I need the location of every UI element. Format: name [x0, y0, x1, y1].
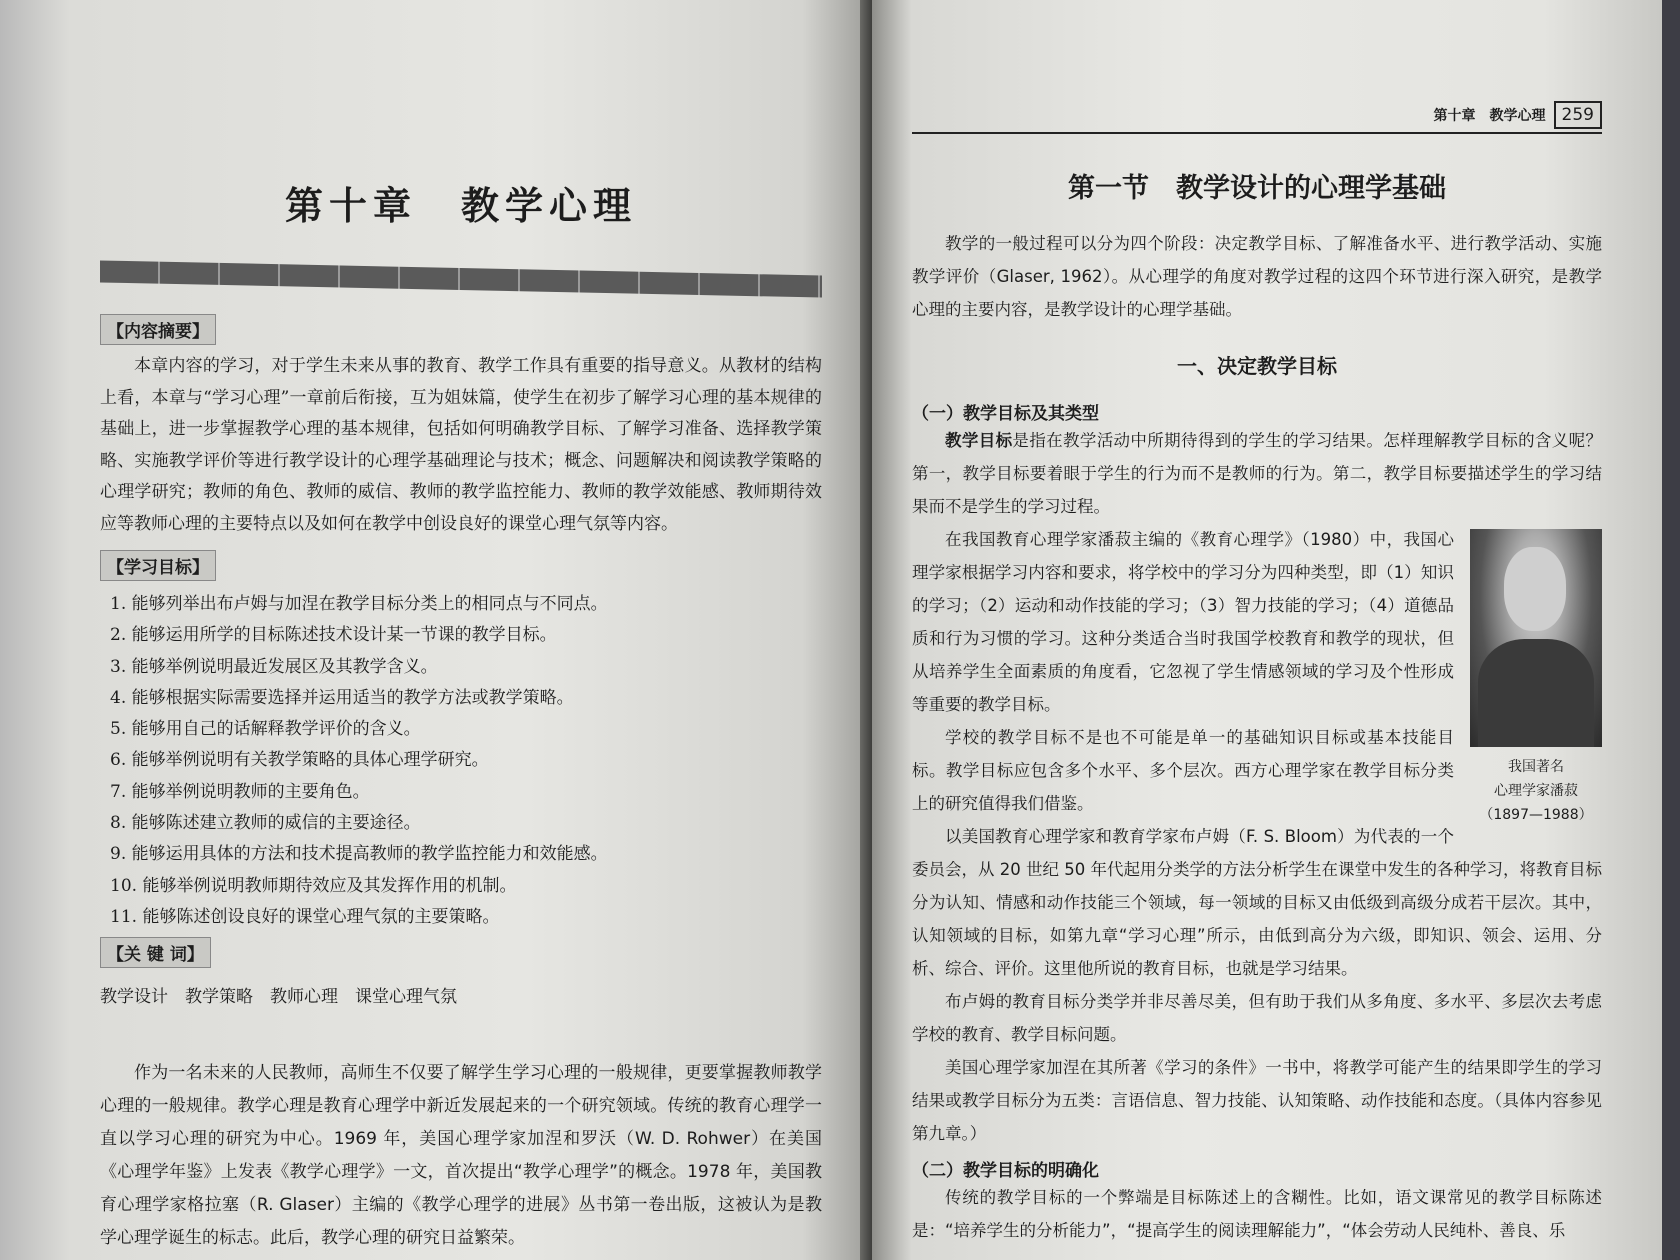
- goal-item: 4. 能够根据实际需要选择并运用适当的教学方法或教学策略。: [110, 687, 574, 708]
- goal-item: 11. 能够陈述创设良好的课堂心理气氛的主要策略。: [110, 906, 500, 927]
- portrait-body-shape: [1478, 639, 1594, 747]
- portrait-photo: [1470, 529, 1602, 747]
- section-title: 第一节 教学设计的心理学基础: [1068, 173, 1446, 204]
- intro-text: 作为一名未来的人民教师，高师生不仅要了解学生学习心理的一般规律，更要掌握教师教学心理的一般规律。教学心理是教育心理学中新近发展起来的一个研究领域。传统的教育心理学一直以学习心理的研究为中心。1969 年，美国心理学家加涅和罗沃（W. D. Rohwer）在美国《心理学年鉴》上发表《教学心理学》一文，首次提出“教学心理学”的概念。1978 年，美国教育心理学家格拉塞（R. Glaser）主编的《教学心理学的进展》丛书第一卷出版，这被认为是教学心理学诞生的标志。此后，教学心理的研究日益繁荣。: [100, 1063, 822, 1249]
- running-head: [912, 98, 1602, 134]
- caption-line: 我国著名: [1508, 759, 1564, 775]
- heading-level-3: （一）教学目标及其类型: [912, 404, 1099, 424]
- term-highlight: 教学目标: [945, 431, 1013, 450]
- paragraph: 布卢姆的教育目标分类学并非尽善尽美，但有助于我们从多角度、多水平、多层次去考虑学校的教育、教学目标问题。: [912, 992, 1602, 1044]
- portrait-figure: [1470, 529, 1602, 827]
- paragraph: 传统的教学目标的一个弊端是目标陈述上的含糊性。比如，语文课常见的教学目标陈述是：“培养学生的分析能力”，“提高学生的阅读理解能力”，“体会劳动人民纯朴、善良、乐: [912, 1188, 1602, 1240]
- goal-item: 10. 能够举例说明教师期待效应及其发挥作用的机制。: [110, 875, 517, 896]
- goal-item: 2. 能够运用所学的目标陈述技术设计某一节课的教学目标。: [110, 625, 557, 646]
- paragraph-body: 是指在教学活动中所期待得到的学生的学习结果。怎样理解教学目标的含义呢？第一，教学目标要着眼于学生的行为而不是教师的行为。第二，教学目标要描述学生的学习结果而不是学生的学习过程。: [912, 431, 1603, 516]
- paragraph: 在我国教育心理学家潘菽主编的《教育心理学》（1980）中，我国心理学家根据学习内容和要求，将学校中的学习分为四种类型，即（1）知识的学习；（2）运动和动作技能的学习；（3）智力技能的学习；（4）道德品质和行为习惯的学习。这种分类适合当时我国学校教育和教学的现状，但从培养学生全面素质的角度看，它忽视了学生情感领域的学习及个性形成等重要的教学目标。: [912, 530, 1454, 714]
- goal-item: 6. 能够举例说明有关教学策略的具体心理学研究。: [110, 750, 489, 771]
- goals-tag: 【学习目标】: [100, 550, 216, 581]
- portrait-caption: [1470, 755, 1602, 827]
- caption-line: （1897—1988）: [1479, 807, 1593, 823]
- caption-line: 心理学家潘菽: [1494, 783, 1578, 799]
- heading-level-2: 一、决定教学目标: [1177, 354, 1337, 378]
- goal-item: 9. 能够运用具体的方法和技术提高教师的教学监控能力和效能感。: [110, 844, 608, 865]
- keywords-text: 教学设计 教学策略 教师心理 课堂心理气氛: [100, 987, 457, 1008]
- paragraph: 以美国教育心理学家和教育学家布卢姆（F. S. Bloom）为代表的一个委员会，从 20 世纪 50 年代起用分类学的方法分析学生在课堂中发生的各种学习，将教育目标分为认知、情感和动作技能三个领域，每一领域的目标又由低级到高级分成若干层次。其中，认知领域的目标，如第九章“学习心理”所示，由低到高分为六级，即知识、领会、运用、分析、综合、评价。这里他所说的教育目标，也就是学习结果。: [912, 827, 1602, 978]
- goal-item: 5. 能够用自己的话解释教学评价的含义。: [110, 719, 421, 740]
- portrait-face-shape: [1504, 547, 1566, 631]
- paragraph: [912, 424, 1602, 523]
- running-head-title: 第十章 教学心理: [1433, 108, 1546, 124]
- page-number: 259: [1554, 101, 1602, 129]
- goal-item: 1. 能够列举出布卢姆与加涅在教学目标分类上的相同点与不同点。: [110, 594, 608, 614]
- chapter-title: 第十章 教学心理: [284, 183, 637, 228]
- learning-goals-list: [100, 589, 822, 933]
- keywords-tag: 【关 键 词】: [100, 937, 211, 968]
- goal-item: 3. 能够举例说明最近发展区及其教学含义。: [110, 656, 438, 677]
- paragraph: 教学的一般过程可以分为四个阶段：决定教学目标、了解准备水平、进行教学活动、实施教学评价（Glaser, 1962）。从心理学的角度对教学过程的这四个环节进行深入研究，是教学心理的主要内容，是教学设计的心理学基础。: [912, 234, 1602, 319]
- summary-text: 本章内容的学习，对于学生未来从事的教育、教学工作具有重要的指导意义。从教材的结构上看，本章与“学习心理”一章前后衔接，互为姐妹篇，使学生在初步了解学习心理的基本规律的基础上，进一步掌握教学心理的基本规律，包括如何明确教学目标、了解学习准备、选择教学策略、实施教学评价等进行教学设计的心理学基础理论与技术；概念、问题解决和阅读教学策略的心理学研究；教师的角色、教师的威信、教师的教学监控能力、教师的教学效能感、教师期待效应等教师心理的主要特点以及如何在教学中创设良好的课堂心理气氛等内容。: [100, 356, 822, 534]
- right-page: [872, 0, 1662, 1260]
- summary-tag: 【内容摘要】: [100, 314, 216, 345]
- goal-item: 7. 能够举例说明教师的主要角色。: [110, 781, 370, 802]
- heading-level-3: （二）教学目标的明确化: [912, 1161, 1099, 1181]
- paragraph: 美国心理学家加涅在其所著《学习的条件》一书中，将教学可能产生的结果即学生的学习结果或教学目标分为五类：言语信息、智力技能、认知策略、动作技能和态度。（具体内容参见第九章。）: [912, 1058, 1602, 1143]
- paragraph: 学校的教学目标不是也不可能是单一的基础知识目标或基本技能目标。教学目标应包含多个水平、多个层次。西方心理学家在教学目标分类上的研究值得我们借鉴。: [912, 728, 1454, 813]
- goal-item: 8. 能够陈述建立教师的威信的主要途径。: [110, 813, 421, 834]
